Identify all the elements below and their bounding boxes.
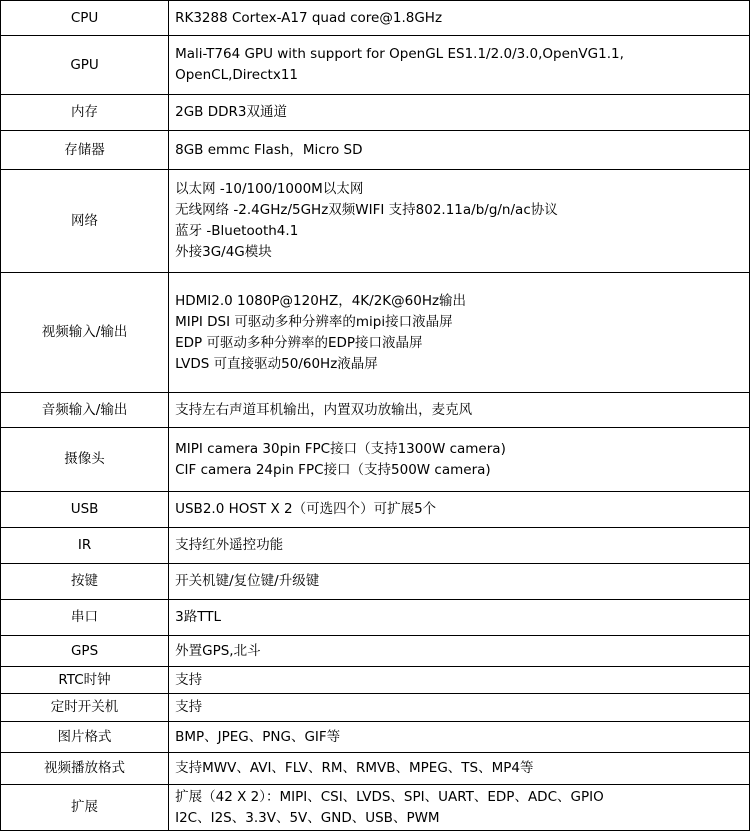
table-row	[1, 273, 750, 393]
table-row	[1, 785, 750, 831]
table-row	[1, 1, 750, 36]
spec-value-expansion	[169, 785, 750, 831]
spec-key-ir: IR	[1, 528, 169, 564]
spec-value-video-formats	[169, 753, 750, 785]
spec-value-line: Mali-T764 GPU with support for OpenGL ES1.1/2.0/3.0,OpenVG1.1,	[175, 46, 624, 62]
spec-value-line: 支持MWV、AVI、FLV、RM、RMVB、MPEG、TS、MP4等	[175, 760, 534, 776]
spec-value-video-io	[169, 273, 750, 393]
spec-table-body	[1, 1, 750, 831]
spec-key-image-formats: 图片格式	[1, 722, 169, 753]
spec-value-line: 2GB DDR3双通道	[175, 104, 287, 120]
table-row	[1, 131, 750, 170]
spec-value-image-formats	[169, 722, 750, 753]
table-row	[1, 428, 750, 492]
spec-key-cpu: CPU	[1, 1, 169, 36]
table-row	[1, 95, 750, 131]
table-row	[1, 694, 750, 722]
spec-value-line: CIF camera 24pin FPC接口（支持500W camera)	[175, 461, 491, 478]
spec-key-gpu: GPU	[1, 36, 169, 95]
spec-value-line: 外置GPS,北斗	[175, 642, 261, 659]
table-row	[1, 492, 750, 528]
table-row	[1, 667, 750, 694]
spec-value-line: RK3288 Cortex-A17 quad core@1.8GHz	[175, 9, 443, 26]
spec-value-line: 支持	[175, 699, 203, 715]
spec-value-network	[169, 170, 750, 273]
spec-key-audio-io: 音频输入/输出	[1, 393, 169, 428]
spec-value-buttons	[169, 564, 750, 600]
spec-key-usb: USB	[1, 492, 169, 528]
spec-value-line: 以太网 -10/100/1000M以太网	[175, 181, 364, 197]
spec-value-line: 支持红外遥控功能	[175, 537, 284, 553]
spec-key-video-formats: 视频播放格式	[1, 753, 169, 785]
spec-key-video-io: 视频输入/输出	[1, 273, 169, 393]
table-row	[1, 393, 750, 428]
spec-value-usb	[169, 492, 750, 528]
spec-value-line: EDP 可驱动多种分辨率的EDP接口液晶屏	[175, 334, 423, 351]
spec-key-camera: 摄像头	[1, 428, 169, 492]
spec-value-line: 蓝牙 -Bluetooth4.1	[175, 223, 299, 239]
spec-value-camera	[169, 428, 750, 492]
spec-key-gps: GPS	[1, 636, 169, 667]
table-row	[1, 564, 750, 600]
table-row	[1, 722, 750, 753]
table-row	[1, 636, 750, 667]
spec-value-line: BMP、JPEG、PNG、GIF等	[175, 728, 341, 745]
spec-key-timer-power: 定时开关机	[1, 694, 169, 722]
spec-value-ir	[169, 528, 750, 564]
spec-key-network: 网络	[1, 170, 169, 273]
spec-value-serial	[169, 600, 750, 636]
spec-value-gpu	[169, 36, 750, 95]
spec-value-line: HDMI2.0 1080P@120HZ，4K/2K@60Hz输出	[175, 292, 467, 309]
spec-value-timer-power	[169, 694, 750, 722]
spec-value-line: MIPI DSI 可驱动多种分辨率的mipi接口液晶屏	[175, 313, 453, 330]
spec-value-storage	[169, 131, 750, 170]
spec-key-rtc: RTC时钟	[1, 667, 169, 694]
spec-value-line: 支持左右声道耳机输出，内置双功放输出，麦克风	[175, 401, 473, 418]
spec-key-buttons: 按键	[1, 564, 169, 600]
spec-key-storage: 存储器	[1, 131, 169, 170]
spec-value-line: 8GB emmc Flash，Micro SD	[175, 141, 363, 158]
spec-value-line: I2C、I2S、3.3V、5V、GND、USB、PWM	[175, 809, 440, 826]
table-row	[1, 36, 750, 95]
spec-value-line: 无线网络 -2.4GHz/5GHz双频WIFI 支持802.11a/b/g/n/ac协议	[175, 202, 558, 218]
spec-key-expansion: 扩展	[1, 785, 169, 831]
spec-value-line: MIPI camera 30pin FPC接口（支持1300W camera)	[175, 440, 506, 457]
spec-value-line: OpenCL,Directx11	[175, 67, 298, 83]
spec-value-line: LVDS 可直接驱动50/60Hz液晶屏	[175, 355, 378, 372]
table-row	[1, 753, 750, 785]
spec-value-line: USB2.0 HOST X 2（可选四个）可扩展5个	[175, 501, 437, 517]
spec-value-line: 开关机键/复位键/升级键	[175, 573, 320, 589]
spec-value-line: 扩展（42 X 2）：MIPI、CSI、LVDS、SPI、UART、EDP、ADC、GPIO	[175, 788, 604, 805]
spec-value-cpu	[169, 1, 750, 36]
spec-key-serial: 串口	[1, 600, 169, 636]
spec-value-memory	[169, 95, 750, 131]
spec-value-line: 外接3G/4G模块	[175, 244, 272, 260]
spec-value-gps	[169, 636, 750, 667]
spec-value-line: 3路TTL	[175, 609, 221, 625]
spec-key-memory: 内存	[1, 95, 169, 131]
spec-value-audio-io	[169, 393, 750, 428]
table-row	[1, 600, 750, 636]
spec-value-rtc	[169, 667, 750, 694]
table-row	[1, 170, 750, 273]
spec-value-line: 支持	[175, 671, 203, 688]
table-row	[1, 528, 750, 564]
